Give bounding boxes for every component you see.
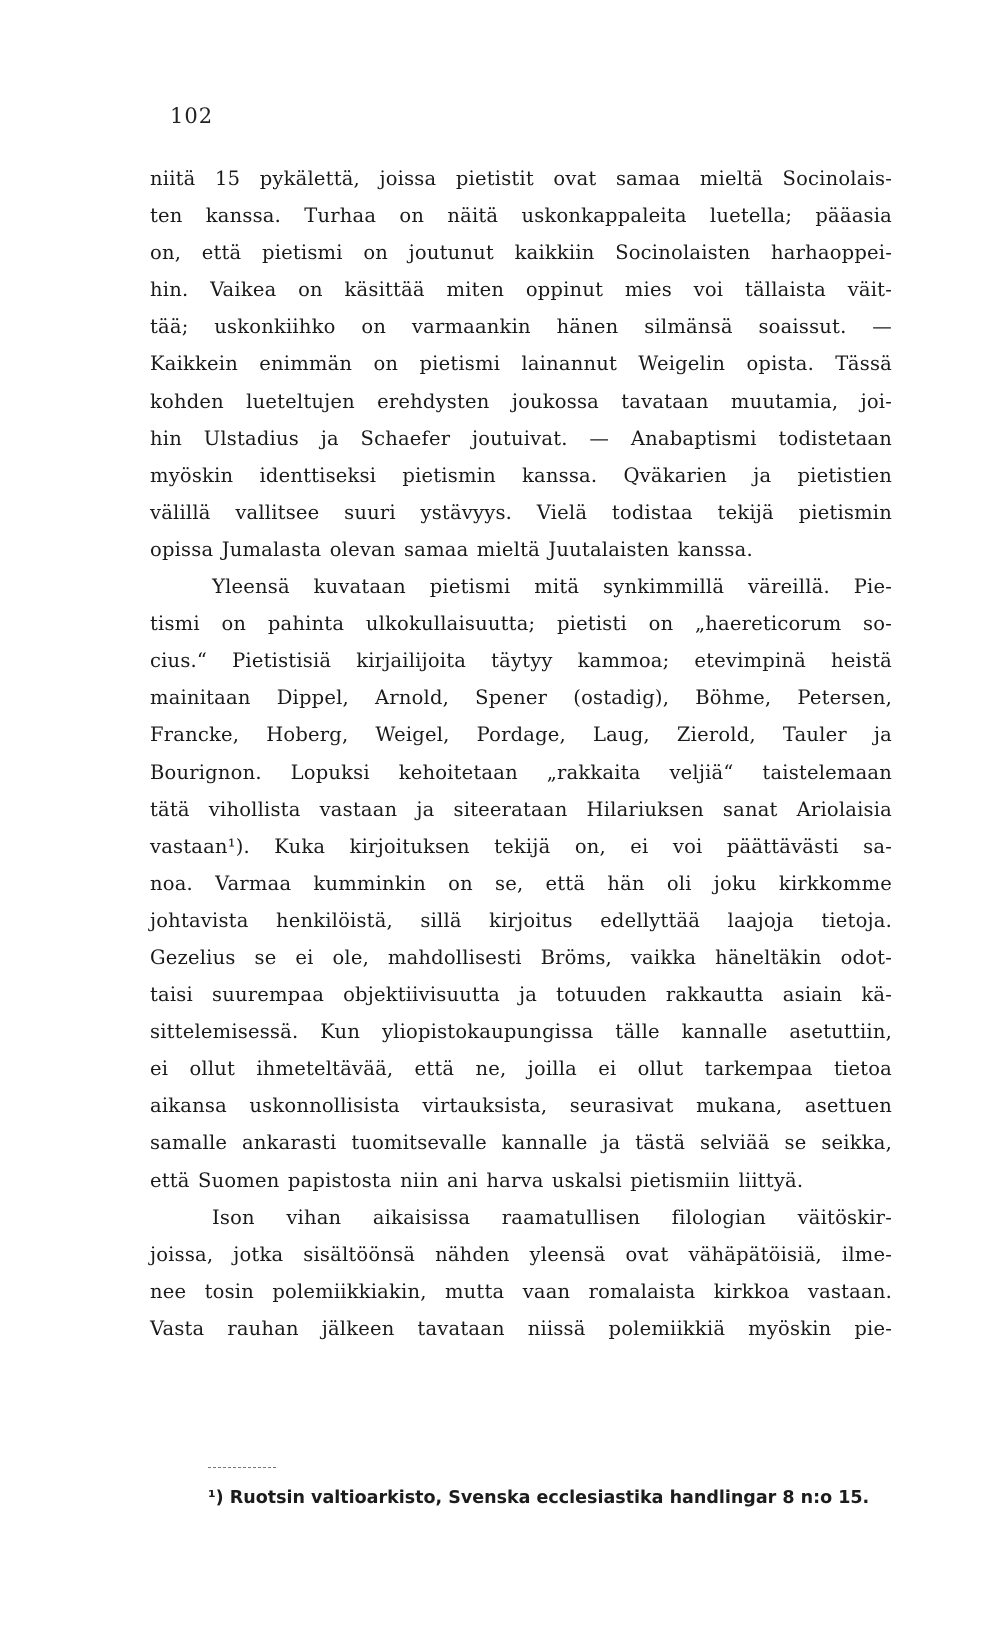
text-line: ei ollut ihmeteltävää, että ne, joilla ei ollut tarkempaa tietoa <box>150 1057 892 1081</box>
text-line: noa. Varmaa kumminkin on se, että hän oli joku kirkkomme <box>150 871 892 895</box>
text-line: hin Ulstadius ja Schaefer joutuivat. — Anabaptismi todistetaan <box>150 426 892 450</box>
footnote-divider <box>208 1467 276 1469</box>
text-line: Ison vihan aikaisissa raamatullisen filologian väitöskir- <box>212 1205 892 1229</box>
text-line: mainitaan Dippel, Arnold, Spener (ostadig), Böhme, Petersen, <box>150 686 892 710</box>
text-line: niitä 15 pykälettä, joissa pietistit ovat samaa mieltä Socinolais- <box>150 167 892 190</box>
text-line: että Suomen papistosta niin ani harva uskalsi pietismiin liittyä. <box>150 1168 804 1192</box>
text-line: kohden lueteltujen erehdysten joukossa tavataan muutamia, joi- <box>150 389 892 413</box>
text-line: tätä vihollista vastaan ja siteerataan Hilariuksen sanat Ariolaisia <box>150 797 892 821</box>
text-line: Gezelius se ei ole, mahdollisesti Bröms, vaikka häneltäkin odot- <box>150 945 892 969</box>
body-text <box>150 160 892 1347</box>
text-line: vastaan¹). Kuka kirjoituksen tekijä on, ei voi päättävästi sa- <box>150 834 892 858</box>
text-line: Kaikkein enimmän on pietismi lainannut Weigelin opista. Tässä <box>150 352 892 376</box>
text-line: Yleensä kuvataan pietismi mitä synkimmillä väreillä. Pie- <box>212 575 892 599</box>
text-line: sittelemisessä. Kun yliopistokaupungissa tälle kannalle asetuttiin, <box>150 1020 892 1044</box>
text-line: cius.“ Pietistisiä kirjailijoita täytyy kammoa; etevimpinä heistä <box>150 649 892 673</box>
text-line: Vasta rauhan jälkeen tavataan niissä polemiikkiä myöskin pie- <box>150 1316 892 1340</box>
footnote: ¹) Ruotsin valtioarkisto, Svenska ecclesiastika handlingar 8 n:o 15. <box>208 1488 870 1508</box>
text-line: ten kanssa. Turhaa on näitä uskonkappaleita luetella; pääasia <box>150 204 892 228</box>
text-line: nee tosin polemiikkiakin, mutta vaan romalaista kirkkoa vastaan. <box>150 1279 892 1303</box>
text-line: tismi on pahinta ulkokullaisuutta; pietisti on „haereticorum so- <box>150 612 892 636</box>
text-line: taisi suurempaa objektiivisuutta ja totuuden rakkautta asiain kä- <box>150 983 892 1007</box>
text-line: opissa Jumalasta olevan samaa mieltä Juutalaisten kanssa. <box>150 537 753 561</box>
text-line: johtavista henkilöistä, sillä kirjoitus edellyttää laajoja tietoja. <box>150 908 892 932</box>
text-line: Bourignon. Lopuksi kehoitetaan „rakkaita veljiä“ taistelemaan <box>150 760 892 784</box>
page-number: 102 <box>170 104 214 128</box>
text-line: samalle ankarasti tuomitsevalle kannalle ja tästä selviää se seikka, <box>150 1131 892 1155</box>
text-line: välillä vallitsee suuri ystävyys. Vielä todistaa tekijä pietismin <box>150 500 892 524</box>
text-line: joissa, jotka sisältöönsä nähden yleensä ovat vähäpätöisiä, ilme- <box>150 1242 892 1266</box>
text-line: tää; uskonkiihko on varmaankin hänen silmänsä soaissut. — <box>150 315 892 339</box>
text-line: aikansa uskonnollisista virtauksista, seurasivat mukana, asettuen <box>150 1094 892 1118</box>
text-line: hin. Vaikea on käsittää miten oppinut mies voi tällaista väit- <box>150 278 892 302</box>
text-line: myöskin identtiseksi pietismin kanssa. Qväkarien ja pietistien <box>150 463 892 487</box>
text-line: on, että pietismi on joutunut kaikkiin Socinolaisten harhaoppei- <box>150 241 892 265</box>
text-line: Francke, Hoberg, Weigel, Pordage, Laug, Zierold, Tauler ja <box>150 723 892 747</box>
